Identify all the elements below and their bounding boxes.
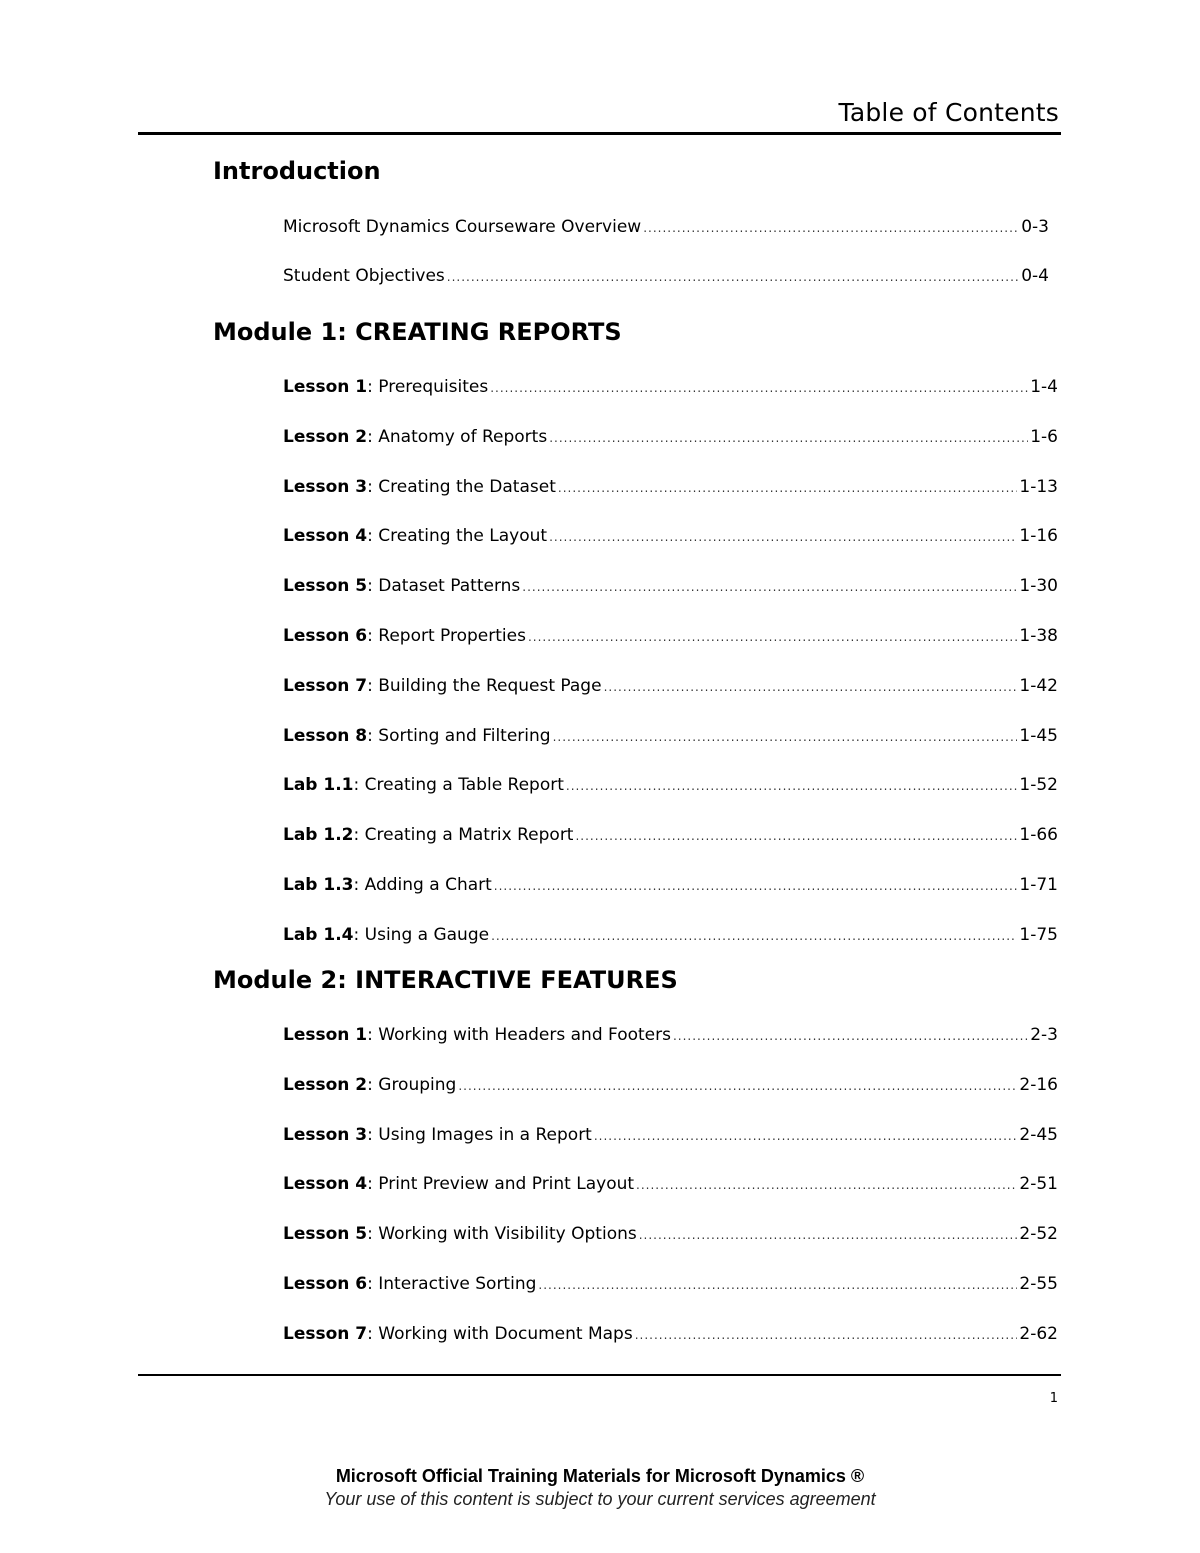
toc-entry-label: Lesson 7: [283, 675, 368, 696]
toc-entry-page: 2-3: [1030, 1025, 1058, 1045]
dot-leader: [538, 1278, 1017, 1292]
toc-entry-title: : Report Properties: [367, 626, 526, 646]
toc-entry-page: 1-71: [1019, 875, 1058, 895]
dot-leader: [639, 1228, 1018, 1242]
toc-entry[interactable]: [283, 477, 1058, 497]
toc-entry[interactable]: [283, 626, 1058, 646]
dot-leader: [566, 779, 1017, 793]
toc-entry-title: : Print Preview and Print Layout: [367, 1174, 635, 1195]
toc-entry[interactable]: [283, 1075, 1058, 1095]
toc-entry[interactable]: [283, 875, 1058, 895]
toc-entry-title: : Adding a Chart: [353, 875, 492, 895]
toc-entry-page: 2-52: [1019, 1224, 1058, 1245]
toc-entry-title: : Sorting and Filtering: [367, 725, 551, 746]
toc-entry[interactable]: [283, 825, 1058, 845]
dot-leader: [490, 381, 1028, 395]
toc-entry-title: : Prerequisites: [367, 377, 489, 397]
toc-entry[interactable]: [283, 377, 1058, 397]
footer-notice: Your use of this content is subject to your current services agreement: [324, 1489, 876, 1509]
dot-leader: [549, 530, 1017, 544]
toc-entry[interactable]: [283, 576, 1058, 596]
toc-entry-label: Lesson 6: [283, 1274, 368, 1294]
footer-copyright: Microsoft Official Training Materials for Microsoft Dynamics ®: [335, 1466, 865, 1486]
toc-entry-title: : Grouping: [367, 1074, 457, 1095]
toc-entry-label: Lesson 3: [283, 1124, 368, 1145]
dot-leader: [522, 580, 1017, 594]
toc-entry-title: : Interactive Sorting: [367, 1274, 537, 1294]
toc-entry-title: : Dataset Patterns: [367, 576, 521, 597]
dot-leader: [491, 929, 1017, 943]
dot-leader: [447, 270, 1019, 284]
dot-leader: [494, 879, 1018, 893]
toc-entry-label: Lesson 3: [283, 476, 368, 497]
toc-entry-page: 2-55: [1019, 1274, 1058, 1294]
page-header-title: Table of Contents: [838, 98, 1059, 127]
dot-leader: [528, 630, 1017, 644]
toc-entry-page: 2-51: [1019, 1174, 1058, 1195]
toc-entry-page: 1-38: [1019, 626, 1058, 646]
toc-entry-label: Lesson 1: [283, 1025, 368, 1045]
toc-entry[interactable]: [283, 775, 1058, 795]
dot-leader: [558, 481, 1018, 495]
toc-entry[interactable]: [283, 1174, 1058, 1194]
toc-entry-title: : Creating a Matrix Report: [353, 825, 574, 846]
toc-entry-label: Lesson 2: [283, 1074, 368, 1095]
toc-entry-title: : Building the Request Page: [367, 675, 602, 696]
toc-entry-label: Lab 1.2: [283, 825, 354, 846]
toc-entry-label: Lesson 2: [283, 426, 368, 447]
toc-entry-label: Lab 1.4: [283, 924, 354, 945]
toc-entry-title: Student Objectives: [283, 266, 445, 286]
dot-leader: [594, 1129, 1018, 1143]
page-number: 1: [1049, 1391, 1058, 1406]
dot-leader: [553, 730, 1018, 744]
toc-entry[interactable]: [283, 427, 1058, 447]
toc-entry-page: 1-4: [1030, 377, 1058, 397]
toc-entry[interactable]: [283, 1224, 1058, 1244]
section-heading-module-1: Module 1: CREATING REPORTS: [213, 318, 622, 346]
toc-entry[interactable]: [283, 676, 1058, 696]
toc-entry-title: : Using a Gauge: [353, 924, 490, 945]
toc-entry-label: Lesson 5: [283, 1224, 368, 1245]
dot-leader: [458, 1079, 1017, 1093]
toc-entry[interactable]: [283, 925, 1058, 945]
toc-entry[interactable]: [283, 1324, 1058, 1344]
toc-entry-page: 1-13: [1019, 476, 1058, 497]
toc-entry-title: : Creating the Dataset: [367, 476, 556, 497]
toc-entry-page: 0-3: [1021, 217, 1049, 237]
section-heading-module-2: Module 2: INTERACTIVE FEATURES: [213, 966, 678, 994]
toc-entry-label: Lab 1.1: [283, 775, 354, 796]
toc-entry-page: 1-66: [1019, 825, 1058, 846]
toc-entry-label: Lesson 1: [283, 377, 368, 397]
dot-leader: [604, 680, 1018, 694]
toc-entry-page: 1-75: [1019, 924, 1058, 945]
toc-entry-title: : Anatomy of Reports: [367, 426, 548, 447]
toc-entry-page: 2-16: [1019, 1074, 1058, 1095]
dot-leader: [636, 1178, 1017, 1192]
toc-entry-title: : Working with Document Maps: [367, 1323, 633, 1344]
toc-entry[interactable]: [283, 1125, 1058, 1145]
toc-entry-label: Lesson 4: [283, 1174, 368, 1195]
toc-entry-title: Microsoft Dynamics Courseware Overview: [283, 217, 642, 237]
header-rule: [138, 132, 1061, 135]
toc-entry-page: 1-45: [1019, 725, 1058, 746]
toc-entry-label: Lab 1.3: [283, 875, 354, 895]
toc-entry-title: : Working with Headers and Footers: [367, 1025, 671, 1045]
toc-entry-page: 1-30: [1019, 576, 1058, 597]
toc-entry[interactable]: [283, 217, 1049, 237]
dot-leader: [635, 1328, 1018, 1342]
toc-entry[interactable]: [283, 266, 1049, 286]
toc-entry-page: 0-4: [1021, 266, 1049, 286]
dot-leader: [643, 221, 1019, 235]
toc-entry-page: 1-52: [1019, 775, 1058, 796]
toc-entry-title: : Using Images in a Report: [367, 1124, 592, 1145]
toc-entry[interactable]: [283, 1025, 1058, 1045]
dot-leader: [549, 431, 1028, 445]
toc-entry-page: 1-6: [1030, 426, 1058, 447]
toc-entry-page: 2-62: [1019, 1323, 1058, 1344]
dot-leader: [575, 829, 1017, 843]
footer-rule: [138, 1374, 1061, 1376]
toc-entry-label: Lesson 5: [283, 576, 368, 597]
toc-entry[interactable]: [283, 726, 1058, 746]
section-heading-introduction: Introduction: [213, 157, 381, 185]
toc-entry[interactable]: [283, 526, 1058, 546]
toc-entry-label: Lesson 6: [283, 626, 368, 646]
toc-entry-title: : Creating a Table Report: [353, 775, 564, 796]
toc-entry-page: 1-42: [1019, 675, 1058, 696]
toc-entry-label: Lesson 8: [283, 725, 368, 746]
dot-leader: [673, 1029, 1028, 1043]
toc-entry[interactable]: [283, 1274, 1058, 1294]
toc-entry-label: Lesson 7: [283, 1323, 368, 1344]
toc-entry-title: : Working with Visibility Options: [367, 1224, 637, 1245]
toc-entry-title: : Creating the Layout: [367, 526, 548, 547]
toc-entry-page: 2-45: [1019, 1124, 1058, 1145]
toc-entry-label: Lesson 4: [283, 526, 368, 547]
toc-entry-page: 1-16: [1019, 526, 1058, 547]
